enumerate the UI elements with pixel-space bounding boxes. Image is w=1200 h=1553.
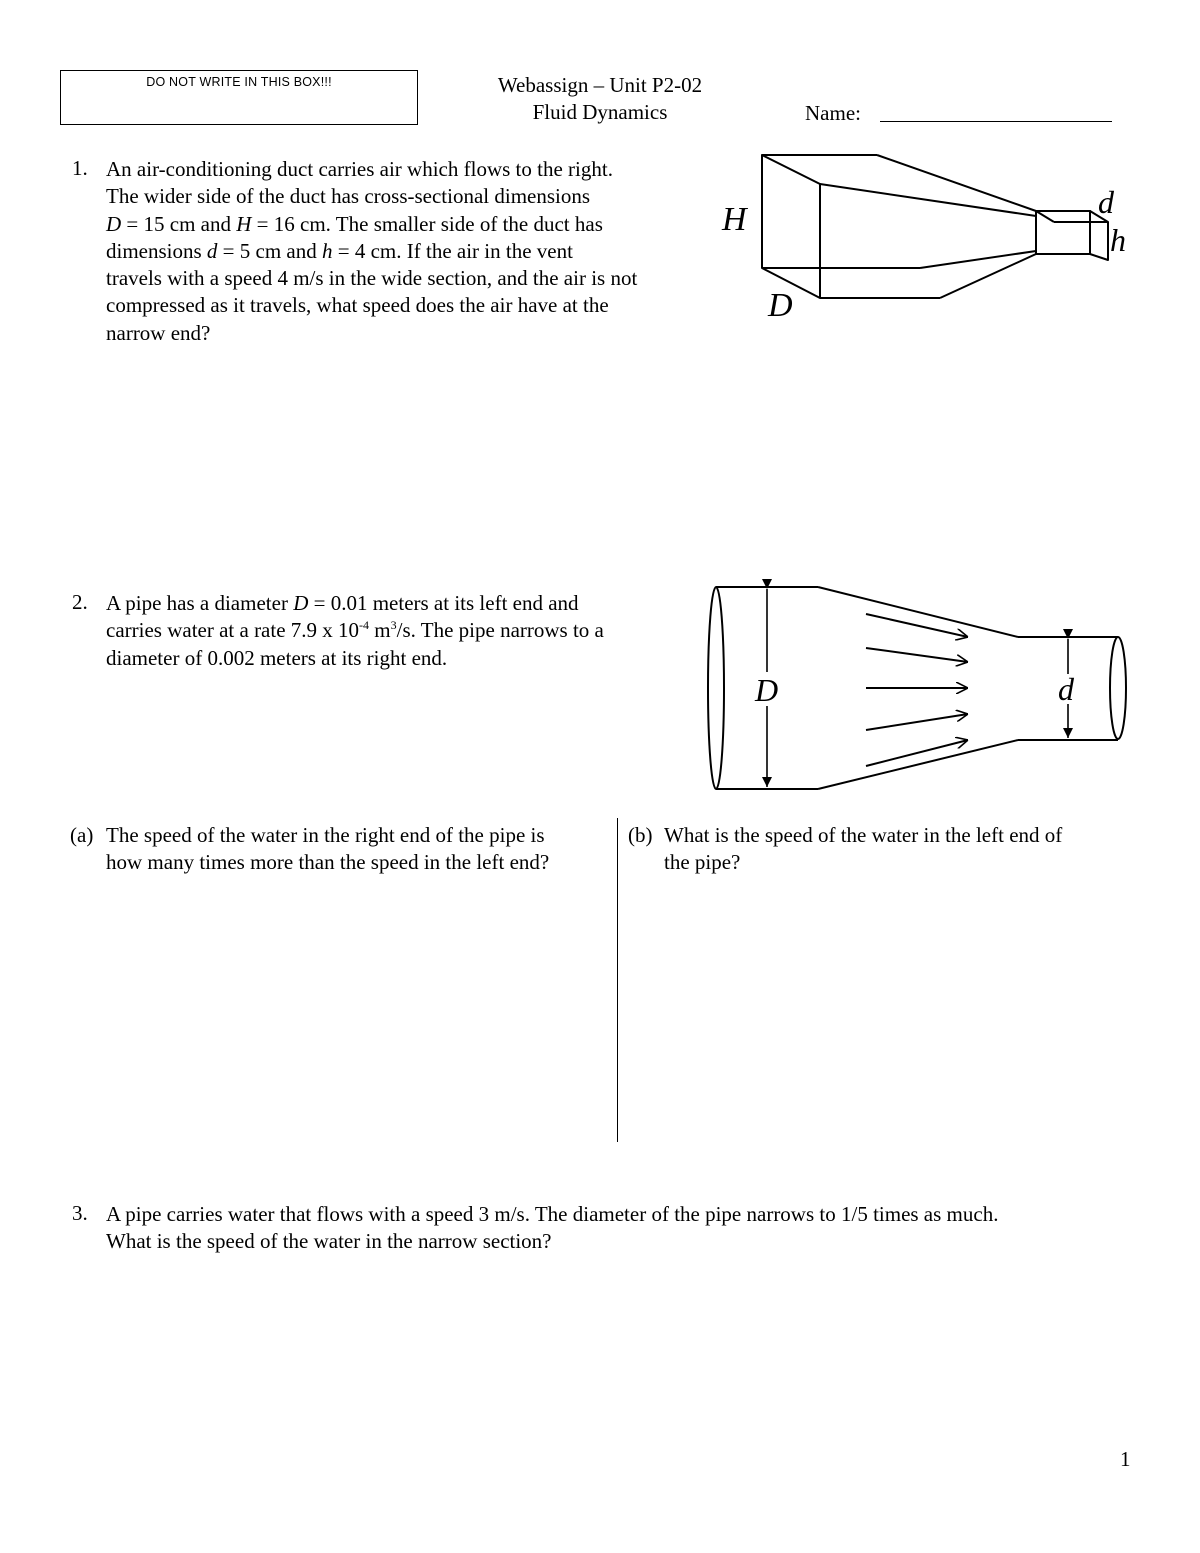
- q2-line: diameter of 0.002 meters at its right end.: [106, 645, 448, 670]
- column-divider: [617, 818, 618, 1142]
- q1-line: narrow end?: [106, 320, 211, 345]
- flow-arrow: [866, 614, 968, 637]
- var-h: h: [322, 238, 333, 263]
- var-D: D: [106, 211, 122, 236]
- flow-arrow: [866, 648, 968, 662]
- flow-arrow: [866, 714, 968, 730]
- q1-line: The wider side of the duct has cross-sectional dimensions: [106, 184, 591, 209]
- q2-seg: carries water at a rate 7.9 x 10: [106, 618, 360, 643]
- pipe-wall: [818, 740, 1018, 789]
- q1-line: compressed as it travels, what speed does the air have at the: [106, 293, 609, 318]
- q1-seg: = 16 cm. The smaller side of the duct has: [251, 211, 603, 236]
- var-H: H: [236, 211, 252, 236]
- pipe-left-opening: [708, 587, 724, 789]
- part-a-line: The speed of the water in the right end of the pipe is: [106, 823, 545, 847]
- part-a-line: how many times more than the speed in the left end?: [106, 850, 550, 875]
- part-b-label: (b): [628, 823, 653, 847]
- q1-seg: = 4 cm. If the air in the vent: [332, 238, 573, 263]
- q2-seg: m: [369, 618, 391, 643]
- q3-text: [106, 1201, 1166, 1256]
- q2-seg: = 0.01 meters at its left end and: [308, 591, 579, 615]
- part-b-text: [664, 822, 1164, 877]
- q3-number: 3.: [72, 1201, 88, 1225]
- pipe-wall: [818, 587, 1018, 637]
- q2-seg: /s. The pipe narrows to a: [396, 618, 604, 643]
- var-d: d: [206, 238, 218, 263]
- q1-seg: = 15 cm and: [121, 211, 237, 236]
- part-a-text: [106, 822, 616, 877]
- part-a-label: (a): [70, 823, 94, 847]
- do-not-write-label: DO NOT WRITE IN THIS BOX!!!: [146, 75, 332, 89]
- q1-number: 1.: [72, 156, 88, 180]
- name-label: Name:: [805, 101, 861, 125]
- duct-label-d: d: [1098, 184, 1114, 220]
- q1-line: An air-conditioning duct carries air which flows to the right.: [106, 157, 613, 181]
- duct-label-h: h: [1110, 222, 1126, 258]
- q1-seg: = 5 cm and: [217, 238, 322, 263]
- q2-number: 2.: [72, 590, 88, 614]
- duct-label-D: D: [768, 287, 793, 324]
- part-b-line: the pipe?: [664, 850, 741, 875]
- q3-line: What is the speed of the water in the narrow section?: [106, 1229, 552, 1254]
- flow-arrow: [866, 740, 968, 766]
- page-number: 1: [1120, 1447, 1131, 1471]
- pipe-right-opening: [1110, 637, 1126, 739]
- q2-seg: A pipe has a diameter: [106, 591, 294, 615]
- duct-label-H: H: [722, 201, 747, 238]
- q1-seg: dimensions: [106, 238, 207, 263]
- part-b-line: What is the speed of the water in the left end of: [664, 823, 1063, 847]
- worksheet-subtitle: Fluid Dynamics: [532, 100, 668, 124]
- exponent: -4: [359, 618, 370, 633]
- exponent: 3: [390, 618, 397, 633]
- var-D: D: [293, 591, 309, 615]
- q1-line: travels with a speed 4 m/s in the wide section, and the air is not: [106, 266, 638, 291]
- pipe-label-d: d: [1058, 671, 1074, 707]
- q3-line: A pipe carries water that flows with a speed 3 m/s. The diameter of the pipe narrows to 1/5 times as much.: [106, 1202, 999, 1226]
- pipe-label-D: D: [755, 672, 779, 708]
- worksheet-title: Webassign – Unit P2-02: [497, 73, 703, 97]
